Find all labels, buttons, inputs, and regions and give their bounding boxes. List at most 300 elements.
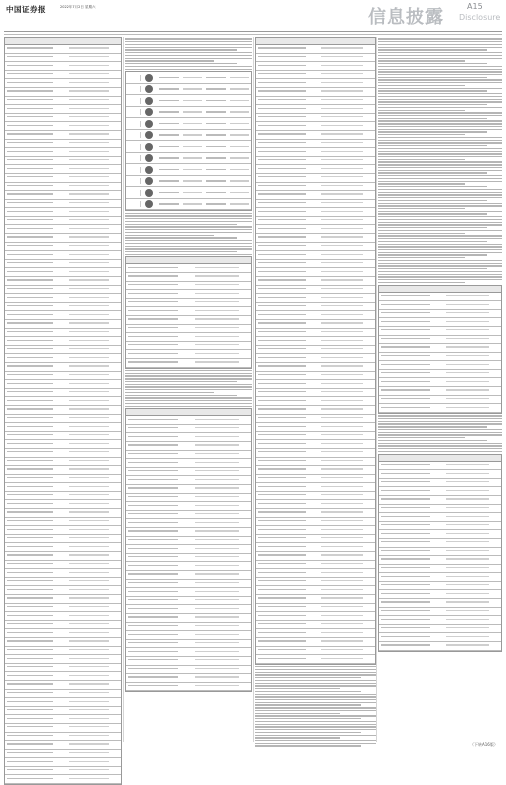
column-3-table [255,37,376,742]
text-line [378,260,502,261]
text-line [378,246,502,247]
text-line [378,276,502,277]
table-row [5,45,121,54]
table-row [126,485,251,494]
table-cell [206,157,226,158]
table-row [5,483,121,492]
table-row [379,556,501,565]
table-row [256,586,375,595]
text-line [125,373,252,374]
table-row [5,561,121,570]
table-header [256,38,375,45]
text-line [125,52,252,53]
text-line [125,395,237,396]
table-row [256,157,375,166]
column-divider [376,37,377,742]
table-row [5,294,121,303]
table-row [256,268,375,277]
table-row [126,451,251,460]
text-line [378,52,502,53]
table-row [256,475,375,484]
table-row [256,354,375,363]
table-cell [183,169,203,170]
table-row [126,141,251,153]
text-line [378,426,487,427]
table-row [5,638,121,647]
table-row [379,344,501,353]
text-line [378,186,487,187]
table-row [126,683,251,692]
table-cell [159,88,179,89]
text-line [378,137,502,138]
table-row [256,543,375,552]
table-row [379,642,501,651]
text-line [255,737,340,738]
table-cell [183,203,203,204]
text-line [125,389,252,390]
table-row [5,621,121,630]
text-line [378,448,502,449]
table-row [256,183,375,192]
text-line [378,49,487,50]
text-line [378,156,502,157]
table-row [5,595,121,604]
table-row [379,608,501,617]
table-row [5,286,121,295]
table-cell [206,134,226,135]
table-row [256,260,375,269]
table-row [256,629,375,638]
table-cell [183,123,203,124]
table-cell [183,146,203,147]
text-line [125,63,237,64]
table-row [5,406,121,415]
table-row [5,500,121,509]
table-row [126,468,251,477]
table-row [5,268,121,277]
text-line [378,213,487,214]
table-row [5,122,121,131]
table-row [256,191,375,200]
table-row [379,590,501,599]
body-text-block [125,213,252,255]
table-row [5,131,121,140]
table-header [379,286,501,293]
table-row [5,526,121,535]
table-row [126,571,251,580]
table-row [256,346,375,355]
table-row [379,404,501,413]
table-row [256,88,375,97]
table-row [379,361,501,370]
table-row [256,217,375,226]
table-row [126,614,251,623]
table-row [5,380,121,389]
text-line [378,244,502,245]
disclosure-table [255,37,376,665]
text-line [125,384,252,385]
table-row [379,633,501,642]
table-row [5,715,121,724]
text-line [378,203,502,204]
table-row [256,389,375,398]
table-header [5,38,121,45]
table-row [5,423,121,432]
table-row [256,122,375,131]
text-line [378,249,502,250]
seal-icon [145,120,153,128]
text-line [378,257,465,258]
table-row [126,562,251,571]
table-row [126,545,251,554]
text-line [378,153,502,154]
table-cell [206,203,226,204]
table-row [256,174,375,183]
text-line [255,715,376,716]
text-line [125,44,252,45]
text-line [255,691,361,692]
table-row [256,45,375,54]
text-line [125,229,252,230]
table-row [5,88,121,97]
text-line [125,246,252,247]
table-row [5,664,121,673]
text-line [125,248,252,249]
text-line [125,251,237,252]
body-text-block [255,666,376,747]
table-row [256,294,375,303]
text-line [255,685,376,686]
table-row [126,605,251,614]
text-line [255,729,376,730]
table-row [5,217,121,226]
table-row [5,260,121,269]
table-row [256,458,375,467]
text-line [255,732,361,733]
table-row [126,130,251,142]
table-row [5,234,121,243]
text-line [378,222,502,223]
continuation-note: （下转A16版） [470,742,498,747]
table-row [126,290,251,299]
text-line [378,118,487,119]
table-row [126,350,251,359]
table-row [126,325,251,334]
table-row [5,604,121,613]
table-row [379,310,501,319]
text-line [378,79,502,80]
text-line [125,47,252,48]
table-row [379,496,501,505]
text-line [378,107,502,108]
column-1-table [4,37,122,742]
text-line [255,710,376,711]
table-row [256,303,375,312]
table-row [256,595,375,604]
text-line [125,243,252,244]
table-row [5,449,121,458]
table-row [5,346,121,355]
text-line [378,271,502,272]
disclosure-table [125,256,252,368]
table-row [379,336,501,345]
text-line [378,66,502,67]
table-row [5,724,121,733]
table-row [126,528,251,537]
text-line [125,254,252,255]
table-row [256,397,375,406]
table-row [5,458,121,467]
text-line [378,131,487,132]
seal-icon [145,200,153,208]
text-line [378,437,465,438]
text-line [255,704,361,705]
text-line [378,44,502,45]
table-cell [230,123,250,124]
table-row [5,389,121,398]
text-line [125,58,252,59]
disclosure-table [125,408,252,692]
table-cell [183,157,203,158]
table-cell [159,192,179,193]
text-line [255,694,376,695]
text-line [378,194,502,195]
table-cell [183,111,203,112]
text-line [378,134,465,135]
table-row [256,363,375,372]
table-cell [159,203,179,204]
text-line [125,232,252,233]
text-line [125,66,252,67]
table-row [5,200,121,209]
table-row [126,282,251,291]
column-4 [378,37,502,742]
table-row [5,397,121,406]
table-row [126,84,251,96]
text-line [125,240,252,241]
text-line [378,230,502,231]
seal-icon [145,108,153,116]
table-cell [230,157,250,158]
table-cell [206,192,226,193]
table-row [5,320,121,329]
table-row [5,71,121,80]
table-cell [126,201,141,207]
table-row [379,548,501,557]
table-row [5,225,121,234]
text-line [378,90,487,91]
table-row [379,370,501,379]
table-row [256,97,375,106]
table-cell [183,100,203,101]
text-line [378,142,502,143]
table-cell [126,155,141,161]
disclosure-table [378,285,502,414]
table-row [5,475,121,484]
text-line [125,370,252,371]
text-line [378,279,502,280]
table-cell [206,77,226,78]
seal-icon [145,143,153,151]
text-line [378,192,502,193]
text-line [378,172,487,173]
text-line [378,77,487,78]
table-cell [126,178,141,184]
text-line [378,161,502,162]
text-line [378,429,502,430]
table-row [379,470,501,479]
text-line [378,252,502,253]
header-rule-thin [4,34,502,35]
text-line [255,713,340,714]
table-row [256,140,375,149]
table-row [256,449,375,458]
table-row [256,415,375,424]
table-row [379,616,501,625]
text-line [255,740,376,741]
text-line [378,224,502,225]
table-row [126,459,251,468]
table-cell [126,144,141,150]
body-text-block [125,38,252,69]
text-line [125,55,252,56]
text-line [378,88,502,89]
table-row [5,440,121,449]
table-row [126,299,251,308]
table-row [126,537,251,546]
table-row [379,396,501,405]
text-line [255,702,376,703]
disclosure-table [378,454,502,652]
table-cell [159,77,179,78]
table-row [256,131,375,140]
text-line [378,440,487,441]
table-row [126,657,251,666]
text-line [378,434,502,435]
text-line [378,265,502,266]
page-header [0,0,506,30]
text-line [378,159,465,160]
table-row [5,363,121,372]
table-row [5,140,121,149]
text-line [378,82,502,83]
table-row [126,631,251,640]
table-row [5,354,121,363]
table-row [379,327,501,336]
table-row [379,565,501,574]
table-row [5,672,121,681]
table-row [256,79,375,88]
text-line [378,227,487,228]
text-line [378,443,502,444]
header-rule [4,31,502,32]
table-row [379,479,501,488]
text-line [378,129,502,130]
table-row [379,625,501,634]
table-cell [183,192,203,193]
seal-icon [145,177,153,185]
section-title: 信息披露 [368,7,444,28]
table-row [5,191,121,200]
text-line [378,164,502,165]
table-row [256,578,375,587]
table-row [5,629,121,638]
table-row [256,380,375,389]
text-line [125,218,252,219]
text-line [378,63,487,64]
body-text-block [125,370,252,407]
table-row [256,518,375,527]
text-line [125,213,252,214]
table-row [126,187,251,199]
table-row [256,54,375,63]
table-cell [206,88,226,89]
table-row [256,483,375,492]
text-line [125,237,237,238]
table-row [5,54,121,63]
table-cell [126,98,141,104]
table-row [126,342,251,351]
table-row [256,62,375,71]
text-line [378,211,502,212]
text-line [378,208,465,209]
seal-icon [145,131,153,139]
table-row [5,415,121,424]
text-line [255,699,376,700]
table-row [256,440,375,449]
seal-icon [145,154,153,162]
table-row [126,623,251,632]
table-row [256,406,375,415]
table-row [256,372,375,381]
table-row [5,148,121,157]
text-line [255,674,376,675]
table-row [5,586,121,595]
text-line [125,215,252,216]
table-row [5,492,121,501]
table-row [5,97,121,106]
table-row [379,378,501,387]
table-cell [126,86,141,92]
text-line [378,140,502,141]
table-cell [230,169,250,170]
table-cell [126,121,141,127]
table-cell [126,167,141,173]
dateline: 2022年7月2日 星期六 [60,5,96,9]
table-cell [206,100,226,101]
text-line [378,268,487,269]
table-row [256,105,375,114]
text-line [378,263,502,264]
seal-table [125,71,252,211]
page-number: A15 [467,2,483,11]
table-row [256,526,375,535]
text-line [378,200,487,201]
table-cell [159,123,179,124]
text-line [378,69,502,70]
table-row [256,492,375,501]
table-row [126,588,251,597]
table-cell [159,157,179,158]
text-line [255,718,361,719]
table-header [379,455,501,462]
text-line [378,418,502,419]
table-row [256,114,375,123]
text-line [378,415,502,416]
text-line [378,233,465,234]
table-row [256,148,375,157]
text-line [255,721,376,722]
